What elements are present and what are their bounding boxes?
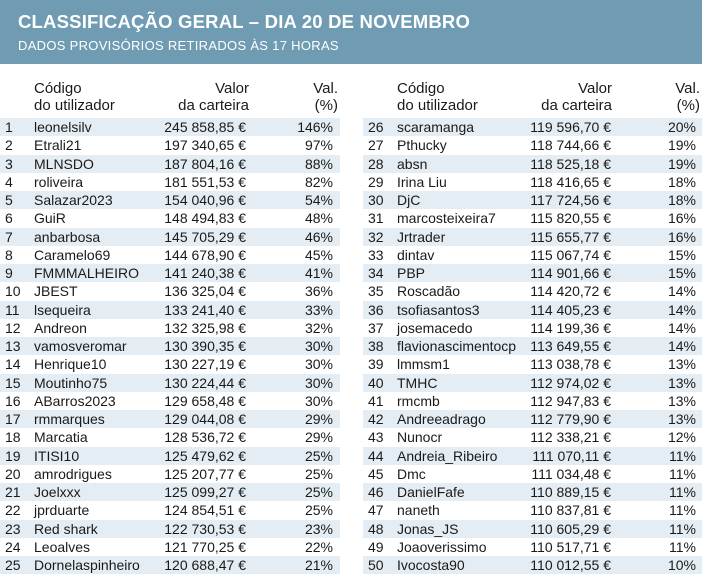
portfolio-value-cell: 120 688,47 € <box>164 557 246 573</box>
table-row <box>363 155 702 173</box>
portfolio-value-cell: 130 390,35 € <box>164 338 246 354</box>
table-row <box>0 173 340 191</box>
rank-cell: 35 <box>368 283 384 300</box>
user-code-cell: josemacedo <box>397 319 473 336</box>
table-row <box>0 428 340 446</box>
table-row <box>0 392 340 410</box>
percent-change-cell: 12% <box>667 429 696 446</box>
user-code-cell: Andreia_Ribeiro <box>397 447 498 464</box>
table-row <box>363 556 702 574</box>
user-code-cell: Pthucky <box>397 137 447 154</box>
rank-cell: 4 <box>5 173 13 190</box>
portfolio-value-cell: 128 536,72 € <box>164 429 246 446</box>
rank-cell: 13 <box>5 338 21 354</box>
table-row <box>363 209 702 227</box>
table-row <box>363 428 702 446</box>
rank-cell: 19 <box>5 447 21 464</box>
table-header <box>0 80 340 118</box>
percent-change-cell: 11% <box>669 465 696 482</box>
user-code-cell: ABarros2023 <box>34 392 116 409</box>
user-code-cell: flavionascimentocp <box>397 338 517 354</box>
table-row <box>363 264 702 282</box>
ranking-table-left <box>0 80 340 574</box>
percent-change-cell: 46% <box>304 228 333 245</box>
rank-cell: 42 <box>368 411 384 427</box>
user-code-cell: Joelxxx <box>34 484 81 500</box>
table-row <box>363 392 702 410</box>
user-code-cell: Marcatia <box>34 429 88 446</box>
percent-change-cell: 11% <box>669 538 696 555</box>
user-code-cell: Dmc <box>397 465 426 482</box>
user-code-cell: marcosteixeira7 <box>397 210 496 227</box>
portfolio-value-cell: 115 067,74 € <box>530 246 611 263</box>
portfolio-value-cell: 145 705,29 € <box>164 228 246 245</box>
portfolio-value-cell: 197 340,65 € <box>164 137 246 154</box>
column-header-portfolio-value: Valor da carteira <box>178 80 249 114</box>
rank-cell: 18 <box>5 429 21 446</box>
percent-change-cell: 11% <box>669 520 696 537</box>
portfolio-value-cell: 115 820,55 € <box>530 210 611 227</box>
table-row <box>363 136 702 154</box>
table-row <box>363 538 702 556</box>
table-row <box>0 501 340 519</box>
percent-change-cell: 14% <box>667 338 696 354</box>
table-row <box>363 483 702 501</box>
rank-cell: 36 <box>368 301 384 318</box>
table-row <box>0 483 340 501</box>
user-code-cell: leonelsilv <box>34 119 92 135</box>
percent-change-cell: 14% <box>667 283 696 300</box>
rank-cell: 21 <box>5 484 21 500</box>
percent-change-cell: 45% <box>304 246 333 263</box>
rank-cell: 50 <box>368 557 384 573</box>
percent-change-cell: 32% <box>304 319 333 336</box>
user-code-cell: anbarbosa <box>34 228 101 245</box>
portfolio-value-cell: 114 420,72 € <box>530 283 611 300</box>
percent-change-cell: 19% <box>667 155 696 172</box>
table-row <box>0 337 340 355</box>
rank-cell: 9 <box>5 265 13 281</box>
user-code-cell: Roscadão <box>397 283 461 300</box>
percent-change-cell: 13% <box>667 411 696 427</box>
table-body <box>363 118 702 574</box>
percent-change-cell: 13% <box>667 356 696 373</box>
percent-change-cell: 18% <box>667 173 696 190</box>
percent-change-cell: 88% <box>304 155 333 172</box>
percent-change-cell: 22% <box>304 538 333 555</box>
portfolio-value-cell: 125 479,62 € <box>164 447 246 464</box>
portfolio-value-cell: 111 034,48 € <box>531 465 611 482</box>
portfolio-value-cell: 115 655,77 € <box>530 228 611 245</box>
table-row <box>0 465 340 483</box>
rank-cell: 28 <box>368 155 384 172</box>
rank-cell: 20 <box>5 465 21 482</box>
percent-change-cell: 15% <box>667 265 696 281</box>
portfolio-value-cell: 132 325,98 € <box>164 319 246 336</box>
percent-change-cell: 146% <box>297 119 333 135</box>
rank-cell: 49 <box>368 538 384 555</box>
portfolio-value-cell: 118 416,65 € <box>530 173 611 190</box>
portfolio-value-cell: 130 224,44 € <box>164 374 246 391</box>
table-row <box>0 410 340 428</box>
user-code-cell: FMMMALHEIRO <box>34 265 139 281</box>
portfolio-value-cell: 136 325,04 € <box>164 283 246 300</box>
table-row <box>363 520 702 538</box>
percent-change-cell: 25% <box>304 447 333 464</box>
portfolio-value-cell: 110 012,55 € <box>530 557 611 573</box>
table-row <box>0 556 340 574</box>
table-row <box>0 209 340 227</box>
rank-cell: 33 <box>368 246 384 263</box>
table-header <box>363 80 702 118</box>
ranking-table-right <box>363 80 702 574</box>
rank-cell: 34 <box>368 265 384 281</box>
user-code-cell: Caramelo69 <box>34 246 111 263</box>
percent-change-cell: 33% <box>304 301 333 318</box>
portfolio-value-cell: 110 889,15 € <box>530 484 611 500</box>
user-code-cell: TMHC <box>397 374 438 391</box>
table-row <box>0 228 340 246</box>
user-code-cell: PBP <box>397 265 426 281</box>
user-code-cell: Dornelaspinheiro <box>34 557 140 573</box>
user-code-cell: Jonas_JS <box>397 520 459 537</box>
rank-cell: 37 <box>368 319 384 336</box>
portfolio-value-cell: 125 207,77 € <box>164 465 246 482</box>
user-code-cell: dintav <box>397 246 435 263</box>
user-code-cell: Jrtrader <box>397 228 446 245</box>
user-code-cell: ITISI10 <box>34 447 80 464</box>
column-header-user-code: Código do utilizador <box>34 80 115 114</box>
user-code-cell: Andreeadrago <box>397 411 486 427</box>
percent-change-cell: 29% <box>304 429 333 446</box>
percent-change-cell: 13% <box>667 374 696 391</box>
percent-change-cell: 30% <box>304 392 333 409</box>
percent-change-cell: 25% <box>304 465 333 482</box>
user-code-cell: Leoalves <box>34 538 91 555</box>
table-row <box>363 282 702 300</box>
percent-change-cell: 21% <box>304 557 333 573</box>
percent-change-cell: 29% <box>304 411 333 427</box>
portfolio-value-cell: 125 099,27 € <box>164 484 246 500</box>
user-code-cell: MLNSDO <box>34 155 94 172</box>
user-code-cell: naneth <box>397 502 440 519</box>
user-code-cell: JBEST <box>34 283 78 300</box>
rank-cell: 29 <box>368 173 384 190</box>
portfolio-value-cell: 110 517,71 € <box>530 538 611 555</box>
portfolio-value-cell: 141 240,38 € <box>164 265 246 281</box>
portfolio-value-cell: 112 974,02 € <box>530 374 611 391</box>
rank-cell: 43 <box>368 429 384 446</box>
table-row <box>0 319 340 337</box>
percent-change-cell: 11% <box>669 447 696 464</box>
percent-change-cell: 54% <box>304 192 333 208</box>
portfolio-value-cell: 117 724,56 € <box>530 192 611 208</box>
column-header-user-code: Código do utilizador <box>397 80 478 114</box>
column-header-percent-change: Val. (%) <box>313 80 338 114</box>
page-title: CLASSIFICAÇÃO GERAL – DIA 20 DE NOVEMBRO <box>18 11 471 32</box>
table-row <box>363 447 702 465</box>
user-code-cell: Moutinho75 <box>34 374 108 391</box>
user-code-cell: Henrique10 <box>34 356 107 373</box>
portfolio-value-cell: 122 730,53 € <box>164 520 246 537</box>
rank-cell: 45 <box>368 465 384 482</box>
portfolio-value-cell: 114 405,23 € <box>530 301 611 318</box>
portfolio-value-cell: 110 837,81 € <box>530 502 611 519</box>
table-row <box>363 410 702 428</box>
table-row <box>363 465 702 483</box>
rank-cell: 8 <box>5 246 13 263</box>
portfolio-value-cell: 130 227,19 € <box>164 356 246 373</box>
percent-change-cell: 48% <box>304 210 333 227</box>
table-body <box>0 118 340 574</box>
rank-cell: 11 <box>5 301 20 318</box>
user-code-cell: jprduarte <box>34 502 90 519</box>
rank-cell: 5 <box>5 192 13 208</box>
page-subtitle: DADOS PROVISÓRIOS RETIRADOS ÀS 17 HORAS <box>18 38 339 53</box>
rank-cell: 39 <box>368 356 384 373</box>
percent-change-cell: 30% <box>304 374 333 391</box>
portfolio-value-cell: 129 044,08 € <box>164 411 246 427</box>
table-row <box>363 319 702 337</box>
table-row <box>0 538 340 556</box>
user-code-cell: GuiR <box>34 210 66 227</box>
percent-change-cell: 36% <box>304 283 333 300</box>
table-row <box>363 118 702 136</box>
table-row <box>363 173 702 191</box>
user-code-cell: Red shark <box>34 520 98 537</box>
percent-change-cell: 30% <box>304 356 333 373</box>
rank-cell: 14 <box>5 356 21 373</box>
percent-change-cell: 18% <box>667 192 696 208</box>
user-code-cell: amrodrigues <box>34 465 112 482</box>
percent-change-cell: 16% <box>667 228 696 245</box>
percent-change-cell: 82% <box>304 173 333 190</box>
rank-cell: 46 <box>368 484 384 500</box>
rank-cell: 38 <box>368 338 384 354</box>
table-row <box>363 374 702 392</box>
percent-change-cell: 14% <box>667 301 696 318</box>
rank-cell: 2 <box>5 137 13 154</box>
portfolio-value-cell: 187 804,16 € <box>164 155 246 172</box>
portfolio-value-cell: 118 525,18 € <box>530 155 611 172</box>
percent-change-cell: 20% <box>667 119 696 135</box>
portfolio-value-cell: 148 494,83 € <box>164 210 246 227</box>
percent-change-cell: 15% <box>667 246 696 263</box>
rank-cell: 26 <box>368 119 384 135</box>
user-code-cell: Ivocosta90 <box>397 557 465 573</box>
percent-change-cell: 25% <box>304 502 333 519</box>
table-row <box>363 246 702 264</box>
rank-cell: 31 <box>368 210 384 227</box>
portfolio-value-cell: 124 854,51 € <box>164 502 246 519</box>
portfolio-value-cell: 118 744,66 € <box>530 137 611 154</box>
table-row <box>363 337 702 355</box>
table-row <box>363 355 702 373</box>
table-row <box>363 501 702 519</box>
user-code-cell: rmmarques <box>34 411 105 427</box>
percent-change-cell: 14% <box>667 319 696 336</box>
table-row <box>0 246 340 264</box>
portfolio-value-cell: 112 338,21 € <box>530 429 611 446</box>
portfolio-value-cell: 144 678,90 € <box>164 246 246 263</box>
table-row <box>0 282 340 300</box>
user-code-cell: absn <box>397 155 428 172</box>
user-code-cell: Etrali21 <box>34 137 82 154</box>
portfolio-value-cell: 111 070,11 € <box>532 447 611 464</box>
percent-change-cell: 11% <box>669 484 696 500</box>
rank-cell: 7 <box>5 228 13 245</box>
portfolio-value-cell: 119 596,70 € <box>530 119 611 135</box>
rank-cell: 17 <box>5 411 21 427</box>
table-row <box>0 118 340 136</box>
table-row <box>0 301 340 319</box>
table-row <box>0 355 340 373</box>
portfolio-value-cell: 114 199,36 € <box>530 319 611 336</box>
portfolio-value-cell: 112 779,90 € <box>530 411 611 427</box>
rank-cell: 47 <box>368 502 384 519</box>
rank-cell: 1 <box>5 119 13 135</box>
rank-cell: 3 <box>5 155 13 172</box>
rank-cell: 25 <box>5 557 21 573</box>
user-code-cell: Salazar2023 <box>34 192 113 208</box>
portfolio-value-cell: 112 947,83 € <box>530 392 611 409</box>
user-code-cell: Andreon <box>34 319 87 336</box>
user-code-cell: Joaoverissimo <box>397 538 487 555</box>
rank-cell: 30 <box>368 192 384 208</box>
table-row <box>363 191 702 209</box>
user-code-cell: DjC <box>397 192 421 208</box>
portfolio-value-cell: 113 649,55 € <box>530 338 611 354</box>
user-code-cell: DanielFafe <box>397 484 465 500</box>
table-row <box>363 228 702 246</box>
table-row <box>0 155 340 173</box>
portfolio-value-cell: 129 658,48 € <box>164 392 246 409</box>
rank-cell: 10 <box>5 283 21 300</box>
portfolio-value-cell: 113 038,78 € <box>530 356 611 373</box>
rank-cell: 32 <box>368 228 384 245</box>
column-header-percent-change: Val. (%) <box>675 80 700 114</box>
table-row <box>363 301 702 319</box>
user-code-cell: lsequeira <box>34 301 91 318</box>
portfolio-value-cell: 110 605,29 € <box>530 520 611 537</box>
user-code-cell: roliveira <box>34 173 84 190</box>
portfolio-value-cell: 181 551,53 € <box>164 173 246 190</box>
user-code-cell: tsofiasantos3 <box>397 301 480 318</box>
percent-change-cell: 13% <box>667 392 696 409</box>
table-row <box>0 264 340 282</box>
rank-cell: 12 <box>5 319 21 336</box>
portfolio-value-cell: 245 858,85 € <box>164 119 246 135</box>
user-code-cell: scaramanga <box>397 119 475 135</box>
user-code-cell: lmmsm1 <box>397 356 450 373</box>
table-row <box>0 520 340 538</box>
rank-cell: 16 <box>5 392 21 409</box>
table-row <box>0 447 340 465</box>
table-row <box>0 136 340 154</box>
table-row <box>0 191 340 209</box>
rank-cell: 23 <box>5 520 21 537</box>
user-code-cell: Nunocr <box>397 429 443 446</box>
percent-change-cell: 25% <box>304 484 333 500</box>
portfolio-value-cell: 114 901,66 € <box>530 265 611 281</box>
percent-change-cell: 97% <box>304 137 333 154</box>
rank-cell: 15 <box>5 374 21 391</box>
percent-change-cell: 19% <box>667 137 696 154</box>
table-row <box>0 374 340 392</box>
rank-cell: 44 <box>368 447 384 464</box>
rank-cell: 27 <box>368 137 384 154</box>
rank-cell: 41 <box>368 392 384 409</box>
percent-change-cell: 16% <box>667 210 696 227</box>
rank-cell: 40 <box>368 374 384 391</box>
percent-change-cell: 30% <box>304 338 333 354</box>
percent-change-cell: 10% <box>667 557 696 573</box>
portfolio-value-cell: 133 241,40 € <box>164 301 246 318</box>
rank-cell: 6 <box>5 210 13 227</box>
user-code-cell: rmcmb <box>397 392 440 409</box>
portfolio-value-cell: 121 770,25 € <box>164 538 246 555</box>
percent-change-cell: 23% <box>304 520 333 537</box>
rank-cell: 24 <box>5 538 21 555</box>
portfolio-value-cell: 154 040,96 € <box>164 192 246 208</box>
header-banner <box>0 0 702 64</box>
rank-cell: 48 <box>368 520 384 537</box>
column-header-portfolio-value: Valor da carteira <box>541 80 612 114</box>
user-code-cell: Irina Liu <box>397 173 447 190</box>
user-code-cell: vamosveromar <box>34 338 127 354</box>
percent-change-cell: 41% <box>304 265 333 281</box>
percent-change-cell: 11% <box>669 502 696 519</box>
rank-cell: 22 <box>5 502 21 519</box>
